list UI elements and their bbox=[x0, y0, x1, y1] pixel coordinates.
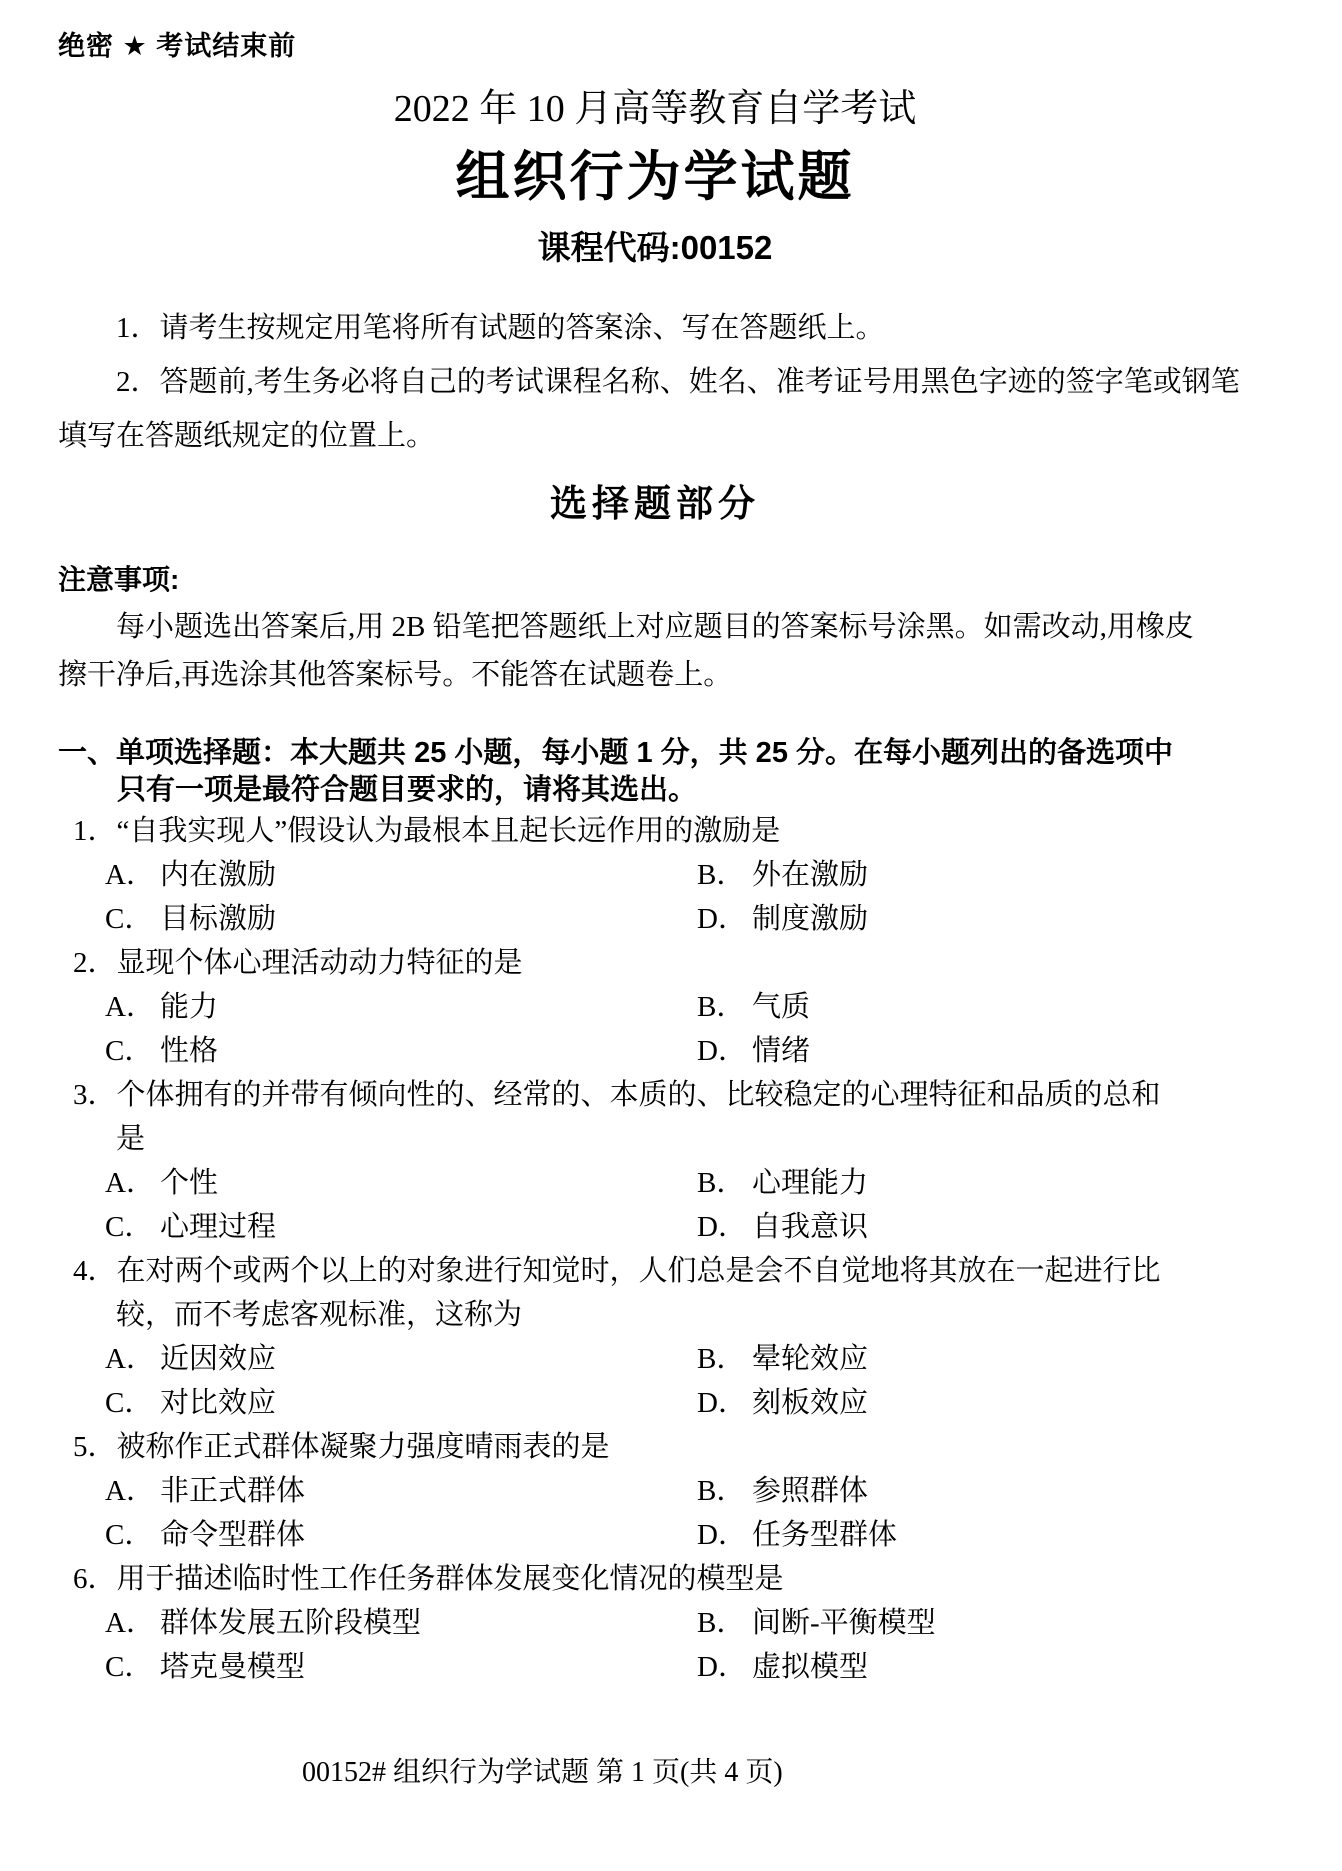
question-3-number: 3． bbox=[73, 1079, 117, 1111]
question-4-options-row-2 bbox=[73, 1381, 1252, 1425]
question-1-option-b-label: B． bbox=[697, 859, 746, 891]
question-4-option-d bbox=[697, 1381, 1252, 1425]
question-3-option-b-text: 心理能力 bbox=[752, 1167, 869, 1199]
question-1 bbox=[73, 809, 1252, 941]
question-1-option-a-text: 内在激励 bbox=[160, 859, 277, 891]
question-1-option-c-text: 目标激励 bbox=[160, 903, 277, 935]
question-5-options-row-2 bbox=[73, 1513, 1252, 1557]
question-4-option-d-label: D． bbox=[697, 1387, 747, 1419]
question-2-option-a-text: 能力 bbox=[160, 991, 219, 1023]
question-1-option-c bbox=[105, 897, 697, 941]
question-1-options-row-1 bbox=[73, 853, 1252, 897]
question-6-options-row-2 bbox=[73, 1645, 1252, 1689]
question-4-option-c-label: C． bbox=[105, 1387, 154, 1419]
general-instruction-2-continuation: 填写在答题纸规定的位置上。 bbox=[58, 420, 436, 452]
question-3-option-c bbox=[105, 1205, 697, 1249]
question-3-options-row-2 bbox=[73, 1205, 1252, 1249]
question-3 bbox=[73, 1073, 1252, 1249]
question-6-option-d-label: D． bbox=[697, 1651, 747, 1683]
part-one-header bbox=[58, 735, 1252, 809]
question-4-number: 4． bbox=[73, 1255, 117, 1287]
question-5-option-a bbox=[105, 1469, 697, 1513]
question-1-option-b bbox=[697, 853, 1252, 897]
question-6-option-b bbox=[697, 1601, 1252, 1645]
question-2-option-c-label: C． bbox=[105, 1035, 154, 1067]
question-5-option-b-text: 参照群体 bbox=[752, 1475, 869, 1507]
question-list bbox=[73, 809, 1252, 1689]
question-1-option-b-text: 外在激励 bbox=[752, 859, 869, 891]
question-3-option-b bbox=[697, 1161, 1252, 1205]
question-4-option-d-text: 刻板效应 bbox=[752, 1387, 869, 1419]
question-6-option-a-text: 群体发展五阶段模型 bbox=[160, 1607, 422, 1639]
question-1-line1: “自我实现人”假设认为最根本且起长远作用的激励是 bbox=[116, 815, 781, 847]
question-2-option-d-label: D． bbox=[697, 1035, 747, 1067]
question-3-option-a bbox=[105, 1161, 697, 1205]
question-4-option-b-label: B． bbox=[697, 1343, 746, 1375]
general-instruction-1: 1．请考生按规定用笔将所有试题的答案涂、写在答题纸上。 bbox=[116, 312, 885, 344]
question-2-option-a-label: A． bbox=[105, 991, 155, 1023]
question-4-options-row-1 bbox=[73, 1337, 1252, 1381]
exam-session-title: 2022 年 10 月高等教育自学考试 bbox=[393, 88, 917, 130]
question-2-options-row-1 bbox=[73, 985, 1252, 1029]
question-3-options-row-1 bbox=[73, 1161, 1252, 1205]
page-footer: 00152# 组织行为学试题 第 1 页(共 4 页) bbox=[302, 1757, 783, 1788]
question-4-option-a-label: A． bbox=[105, 1343, 155, 1375]
question-3-line2: 是 bbox=[116, 1123, 146, 1155]
security-label: 绝密 ★ 考试结束前 bbox=[58, 31, 297, 61]
question-6-option-a bbox=[105, 1601, 697, 1645]
question-6-text bbox=[73, 1557, 1252, 1601]
part-one-header-line2: 只有一项是最符合题目要求的，请将其选出。 bbox=[117, 774, 698, 806]
question-5-option-d-text: 任务型群体 bbox=[752, 1519, 898, 1551]
question-4-option-b-text: 晕轮效应 bbox=[752, 1343, 869, 1375]
question-2-number: 2． bbox=[73, 947, 117, 979]
question-5-number: 5． bbox=[73, 1431, 117, 1463]
question-6-option-c-label: C． bbox=[105, 1651, 154, 1683]
course-code: 课程代码:00152 bbox=[537, 229, 773, 266]
question-3-option-c-text: 心理过程 bbox=[160, 1211, 277, 1243]
question-2-option-c bbox=[105, 1029, 697, 1073]
question-5-line1: 被称作正式群体凝聚力强度晴雨表的是 bbox=[116, 1431, 610, 1463]
question-4-option-c-text: 对比效应 bbox=[160, 1387, 277, 1419]
question-6-option-d-text: 虚拟模型 bbox=[752, 1651, 869, 1683]
question-6-number: 6． bbox=[73, 1563, 117, 1595]
question-2-line1: 显现个体心理活动动力特征的是 bbox=[116, 947, 523, 979]
question-1-option-a-label: A． bbox=[105, 859, 155, 891]
question-4-text bbox=[73, 1249, 1252, 1293]
notes-line-1: 每小题选出答案后,用 2B 铅笔把答题纸上对应题目的答案标号涂黑。如需改动,用橡皮 bbox=[116, 611, 1194, 643]
question-5-option-b-label: B． bbox=[697, 1475, 746, 1507]
question-4-line2: 较，而不考虑客观标准，这称为 bbox=[116, 1299, 523, 1331]
question-2-options-row-2 bbox=[73, 1029, 1252, 1073]
question-3-option-d bbox=[697, 1205, 1252, 1249]
question-4 bbox=[73, 1249, 1252, 1425]
general-instructions bbox=[58, 301, 1252, 463]
part-one-number: 一、 bbox=[58, 737, 117, 769]
question-6-option-c-text: 塔克曼模型 bbox=[160, 1651, 306, 1683]
question-2-option-d-text: 情绪 bbox=[752, 1035, 811, 1067]
question-1-options-row-2 bbox=[73, 897, 1252, 941]
question-5-option-a-label: A． bbox=[105, 1475, 155, 1507]
question-5-option-c-label: C． bbox=[105, 1519, 154, 1551]
question-3-text bbox=[73, 1073, 1252, 1117]
question-5 bbox=[73, 1425, 1252, 1557]
question-2-text bbox=[73, 941, 1252, 985]
question-5-option-d-label: D． bbox=[697, 1519, 747, 1551]
question-6-options-row-1 bbox=[73, 1601, 1252, 1645]
question-6-line1: 用于描述临时性工作任务群体发展变化情况的模型是 bbox=[116, 1563, 784, 1595]
question-5-option-a-text: 非正式群体 bbox=[160, 1475, 306, 1507]
question-2-option-a bbox=[105, 985, 697, 1029]
notes-text bbox=[58, 603, 1252, 699]
question-1-option-d-text: 制度激励 bbox=[752, 903, 869, 935]
question-2-option-b bbox=[697, 985, 1252, 1029]
question-2-option-d bbox=[697, 1029, 1252, 1073]
part-one-header-text: 单项选择题：本大题共 25 小题，每小题 1 分，共 25 分。在每小题列出的备选项中 bbox=[116, 737, 1174, 769]
question-2 bbox=[73, 941, 1252, 1073]
question-1-option-c-label: C． bbox=[105, 903, 154, 935]
question-1-number: 1． bbox=[73, 815, 117, 847]
question-6-option-d bbox=[697, 1645, 1252, 1689]
question-5-text bbox=[73, 1425, 1252, 1469]
question-5-option-b bbox=[697, 1469, 1252, 1513]
notes-label: 注意事项: bbox=[58, 564, 180, 595]
general-instruction-2: 2．答题前,考生务必将自己的考试课程名称、姓名、准考证号用黑色字迹的签字笔或钢笔 bbox=[116, 366, 1240, 398]
question-4-option-b bbox=[697, 1337, 1252, 1381]
question-2-option-c-text: 性格 bbox=[160, 1035, 219, 1067]
question-2-option-b-text: 气质 bbox=[752, 991, 811, 1023]
question-6-option-c bbox=[105, 1645, 697, 1689]
question-6-option-b-text: 间断-平衡模型 bbox=[752, 1607, 936, 1639]
question-3-option-d-label: D． bbox=[697, 1211, 747, 1243]
question-4-line1: 在对两个或两个以上的对象进行知觉时，人们总是会不自觉地将其放在一起进行比 bbox=[116, 1255, 1161, 1287]
question-1-option-a bbox=[105, 853, 697, 897]
question-1-option-d-label: D． bbox=[697, 903, 747, 935]
question-5-options-row-1 bbox=[73, 1469, 1252, 1513]
question-6 bbox=[73, 1557, 1252, 1689]
exam-title: 组织行为学试题 bbox=[455, 147, 855, 207]
question-6-option-b-label: B． bbox=[697, 1607, 746, 1639]
question-3-option-a-text: 个性 bbox=[160, 1167, 219, 1199]
question-4-option-a-text: 近因效应 bbox=[160, 1343, 277, 1375]
question-5-option-c bbox=[105, 1513, 697, 1557]
question-3-option-a-label: A． bbox=[105, 1167, 155, 1199]
question-3-option-c-label: C． bbox=[105, 1211, 154, 1243]
part-one-header-line1 bbox=[58, 735, 1252, 772]
question-3-option-d-text: 自我意识 bbox=[752, 1211, 869, 1243]
question-2-option-b-label: B． bbox=[697, 991, 746, 1023]
multiple-choice-section-title: 选择题部分 bbox=[550, 483, 760, 524]
question-6-option-a-label: A． bbox=[105, 1607, 155, 1639]
question-1-option-d bbox=[697, 897, 1252, 941]
question-5-option-c-text: 命令型群体 bbox=[160, 1519, 306, 1551]
question-3-line1: 个体拥有的并带有倾向性的、经常的、本质的、比较稳定的心理特征和品质的总和 bbox=[116, 1079, 1161, 1111]
notes-line-2: 擦干净后,再选涂其他答案标号。不能答在试题卷上。 bbox=[58, 659, 733, 691]
question-4-option-a bbox=[105, 1337, 697, 1381]
question-5-option-d bbox=[697, 1513, 1252, 1557]
question-3-option-b-label: B． bbox=[697, 1167, 746, 1199]
question-4-option-c bbox=[105, 1381, 697, 1425]
question-1-text bbox=[73, 809, 1252, 853]
